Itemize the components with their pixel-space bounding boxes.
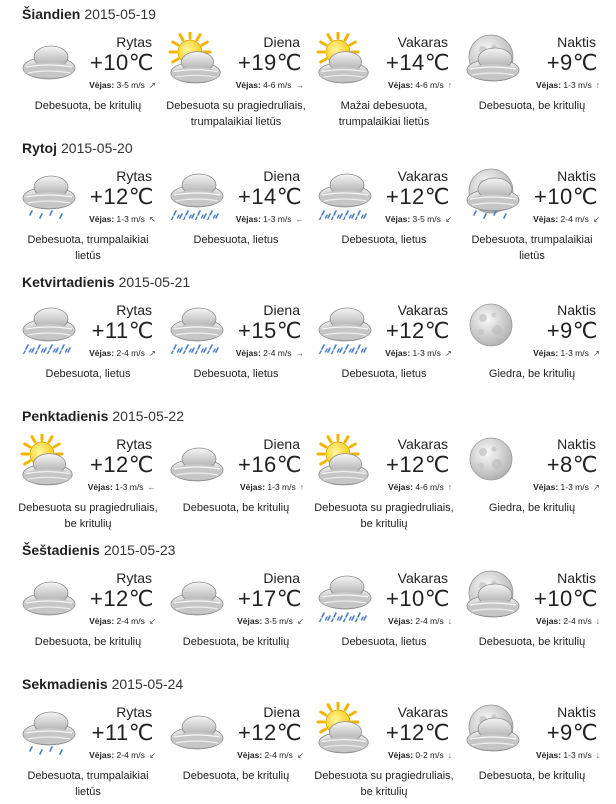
- wind-info: [89, 750, 156, 761]
- temperature: +12℃: [385, 452, 450, 477]
- forecast-period: [162, 430, 310, 536]
- temperature: +15℃: [237, 318, 302, 343]
- day-name: Ketvirtadienis: [22, 274, 115, 290]
- wind-speed: 0-2 m/s: [415, 750, 444, 760]
- temperature: +12℃: [385, 720, 450, 745]
- forecast-period: [458, 698, 606, 804]
- wind-direction-icon: ↑: [299, 482, 304, 492]
- wind-info: [388, 482, 452, 492]
- day-title: [22, 676, 183, 692]
- weather-description: Debesuota, be kritulių: [478, 636, 586, 648]
- day-date: 2015-05-20: [61, 140, 133, 156]
- forecast-period: [162, 28, 310, 134]
- wind-speed: 2-4 m/s: [415, 616, 444, 626]
- cloud-icon: [168, 568, 226, 622]
- forecast-period: [14, 430, 162, 536]
- wind-info: [388, 750, 452, 760]
- wind-label: Vėjas:: [535, 80, 562, 90]
- rain-cloud-icon: [20, 166, 78, 220]
- wind-info: [536, 80, 600, 90]
- wind-speed: 2-4 m/s: [560, 214, 589, 224]
- temperature: +12℃: [385, 184, 450, 209]
- wind-speed: 2-4 m/s: [263, 348, 292, 358]
- wind-speed: 4-6 m/s: [415, 482, 444, 492]
- wind-speed: 1-3 m/s: [115, 482, 144, 492]
- wind-direction-icon: ↙: [444, 214, 452, 224]
- weather-description: Debesuota, be kritulių: [34, 100, 142, 112]
- wind-label: Vėjas:: [235, 80, 261, 90]
- weather-description: Giedra, be kritulių: [488, 368, 576, 380]
- wind-direction-icon: ↑: [447, 80, 452, 90]
- wind-speed: 2-4 m/s: [264, 750, 293, 760]
- period-label: Vakaras: [397, 570, 448, 586]
- wind-label: Vėjas:: [533, 214, 559, 224]
- weather-description: Debesuota, be kritulių: [182, 502, 290, 514]
- wind-direction-icon: →: [295, 348, 304, 358]
- cloud-icon: [168, 434, 226, 488]
- wind-speed: 2-4 m/s: [563, 616, 592, 626]
- temperature: +10℃: [385, 586, 450, 611]
- heavy-rain-cloud-icon: [316, 166, 374, 220]
- wind-speed: 1-3 m/s: [116, 214, 145, 224]
- day-date: 2015-05-22: [112, 408, 184, 424]
- wind-direction-icon: ↙: [296, 750, 304, 760]
- weather-description: Debesuota, be kritulių: [478, 100, 586, 112]
- wind-info: [88, 482, 156, 492]
- period-label: Rytas: [116, 34, 152, 50]
- weather-description: Debesuota, be kritulių: [182, 636, 290, 648]
- wind-speed: 1-3 m/s: [560, 348, 589, 358]
- wind-direction-icon: ↙: [148, 750, 156, 760]
- wind-info: [236, 80, 304, 90]
- wind-label: Vėjas:: [237, 750, 263, 760]
- wind-label: Vėjas:: [387, 482, 414, 492]
- cloud-icon: [20, 568, 78, 622]
- temperature: +9℃: [546, 720, 598, 745]
- day-periods: [0, 296, 616, 402]
- day-title: [22, 140, 133, 156]
- temperature: +12℃: [385, 318, 450, 343]
- wind-label: Vėjas:: [89, 348, 115, 358]
- weather-description: Debesuota, be kritulių: [34, 636, 142, 648]
- wind-label: Vėjas:: [237, 616, 263, 626]
- wind-label: Vėjas:: [535, 616, 562, 626]
- wind-label: Vėjas:: [387, 750, 414, 760]
- wind-label: Vėjas:: [239, 482, 266, 492]
- cloud-icon: [168, 702, 226, 756]
- temperature: +9℃: [546, 50, 598, 75]
- temperature: +14℃: [237, 184, 302, 209]
- period-label: Rytas: [116, 570, 152, 586]
- day-section: [0, 268, 616, 402]
- wind-label: Vėjas:: [89, 214, 115, 224]
- wind-direction-icon: ←: [295, 214, 304, 224]
- wind-info: [240, 482, 304, 492]
- sun-cloud-icon: [168, 32, 226, 86]
- wind-speed: 3-5 m/s: [264, 616, 293, 626]
- wind-info: [89, 214, 156, 225]
- day-section: [0, 134, 616, 268]
- period-label: Vakaras: [397, 704, 448, 720]
- wind-direction-icon: ↙: [296, 616, 304, 626]
- wind-direction-icon: ↑: [595, 80, 600, 90]
- wind-info: [533, 214, 600, 225]
- temperature: +9℃: [546, 318, 598, 343]
- sun-cloud-icon: [20, 434, 78, 488]
- day-name: Penktadienis: [22, 408, 109, 424]
- day-title: [22, 6, 156, 22]
- wind-direction-icon: ↓: [595, 750, 600, 760]
- forecast-period: [14, 28, 162, 134]
- weather-description: Giedra, be kritulių: [488, 502, 576, 514]
- weather-description: Debesuota, trumpalaikiai lietūs: [27, 770, 149, 798]
- wind-direction-icon: ↗: [592, 482, 600, 492]
- wind-label: Vėjas:: [87, 482, 113, 492]
- period-label: Rytas: [116, 436, 152, 452]
- wind-info: [385, 214, 452, 225]
- wind-info: [89, 616, 156, 627]
- day-title: [22, 274, 190, 290]
- period-label: Naktis: [557, 436, 596, 452]
- period-label: Diena: [263, 34, 300, 50]
- wind-speed: 1-3 m/s: [263, 214, 292, 224]
- wind-label: Vėjas:: [533, 482, 559, 492]
- wind-speed: 3-5 m/s: [412, 214, 441, 224]
- forecast-period: [458, 162, 606, 268]
- forecast-period: [14, 296, 162, 402]
- weather-description: Debesuota, be kritulių: [182, 770, 290, 782]
- wind-direction-icon: ↙: [592, 214, 600, 224]
- rain-cloud-icon: [20, 702, 78, 756]
- wind-speed: 1-3 m/s: [563, 750, 592, 760]
- day-section: [0, 0, 616, 134]
- day-name: Šeštadienis: [22, 542, 100, 558]
- forecast-period: [162, 162, 310, 268]
- wind-speed: 2-4 m/s: [116, 348, 145, 358]
- wind-info: [388, 616, 452, 626]
- forecast-period: [458, 430, 606, 536]
- forecast-period: [458, 28, 606, 134]
- forecast-period: [14, 564, 162, 670]
- weather-description: Debesuota, trumpalaikiai lietūs: [27, 234, 149, 262]
- wind-direction-icon: ↓: [595, 616, 600, 626]
- forecast-period: [458, 296, 606, 402]
- temperature: +14℃: [385, 50, 450, 75]
- day-section: [0, 536, 616, 670]
- period-label: Rytas: [116, 168, 152, 184]
- wind-label: Vėjas:: [385, 214, 411, 224]
- wind-info: [533, 348, 600, 359]
- period-label: Naktis: [557, 704, 596, 720]
- period-label: Vakaras: [397, 436, 448, 452]
- wind-info: [89, 348, 156, 359]
- moon-cloud-icon: [464, 702, 522, 756]
- period-label: Diena: [263, 302, 300, 318]
- day-periods: [0, 564, 616, 670]
- temperature: +17℃: [237, 586, 302, 611]
- weather-description: Debesuota, lietus: [341, 368, 427, 380]
- forecast-period: [14, 162, 162, 268]
- wind-speed: 1-3 m/s: [412, 348, 441, 358]
- sun-cloud-icon: [316, 702, 374, 756]
- weather-description: Debesuota, lietus: [45, 368, 131, 380]
- day-periods: [0, 28, 616, 134]
- period-label: Rytas: [116, 302, 152, 318]
- weather-description: Debesuota, lietus: [341, 636, 427, 648]
- weather-description: Debesuota su pragiedruliais, be kritulių: [18, 502, 158, 530]
- moon-icon: [464, 434, 522, 488]
- wind-direction-icon: ↗: [148, 80, 156, 90]
- period-label: Diena: [263, 168, 300, 184]
- temperature: +12℃: [237, 720, 302, 745]
- temperature: +11℃: [91, 720, 154, 745]
- wind-info: [536, 616, 600, 626]
- heavy-rain-cloud-icon: [316, 568, 374, 622]
- wind-info: [533, 482, 600, 493]
- forecast-period: [162, 698, 310, 804]
- forecast-period: [310, 698, 458, 804]
- wind-direction-icon: ↓: [447, 750, 452, 760]
- day-periods: [0, 430, 616, 536]
- weather-description: Debesuota, lietus: [341, 234, 427, 246]
- temperature: +8℃: [546, 452, 598, 477]
- wind-label: Vėjas:: [89, 616, 115, 626]
- moon-icon: [464, 300, 522, 354]
- wind-speed: 4-6 m/s: [415, 80, 444, 90]
- day-periods: [0, 698, 616, 804]
- period-label: Diena: [263, 704, 300, 720]
- forecast-period: [310, 162, 458, 268]
- temperature: +12℃: [89, 586, 154, 611]
- weather-description: Debesuota su pragiedruliais, be kritulių: [314, 502, 454, 530]
- wind-label: Vėjas:: [535, 750, 562, 760]
- period-label: Vakaras: [397, 302, 448, 318]
- day-name: Šiandien: [22, 6, 81, 22]
- wind-info: [536, 750, 600, 760]
- wind-info: [385, 348, 452, 359]
- day-name: Rytoj: [22, 140, 57, 156]
- sun-cloud-icon: [316, 434, 374, 488]
- forecast-period: [310, 564, 458, 670]
- wind-speed: 1-3 m/s: [267, 482, 296, 492]
- weather-description: Debesuota, lietus: [193, 234, 279, 246]
- forecast-period: [310, 28, 458, 134]
- wind-speed: 1-3 m/s: [560, 482, 589, 492]
- wind-direction-icon: ↗: [148, 348, 156, 358]
- wind-info: [388, 80, 452, 90]
- weather-description: Debesuota, lietus: [193, 368, 279, 380]
- wind-direction-icon: ↙: [148, 616, 156, 626]
- period-label: Rytas: [116, 704, 152, 720]
- wind-speed: 1-3 m/s: [563, 80, 592, 90]
- moon-rain-cloud-icon: [464, 166, 522, 220]
- day-section: [0, 402, 616, 536]
- temperature: +10℃: [533, 586, 598, 611]
- heavy-rain-cloud-icon: [168, 300, 226, 354]
- period-label: Naktis: [557, 302, 596, 318]
- wind-info: [237, 616, 304, 627]
- temperature: +10℃: [533, 184, 598, 209]
- temperature: +12℃: [89, 184, 154, 209]
- temperature: +19℃: [237, 50, 302, 75]
- wind-speed: 4-6 m/s: [263, 80, 292, 90]
- wind-direction-icon: ←: [147, 482, 156, 492]
- temperature: +10℃: [89, 50, 154, 75]
- wind-label: Vėjas:: [385, 348, 411, 358]
- forecast-period: [458, 564, 606, 670]
- temperature: +16℃: [237, 452, 302, 477]
- wind-direction-icon: ↗: [444, 348, 452, 358]
- wind-info: [237, 750, 304, 761]
- day-section: [0, 670, 616, 804]
- wind-direction-icon: ↓: [447, 616, 452, 626]
- wind-label: Vėjas:: [89, 750, 115, 760]
- period-label: Vakaras: [397, 34, 448, 50]
- wind-direction-icon: →: [295, 80, 304, 90]
- day-date: 2015-05-19: [84, 6, 156, 22]
- period-label: Vakaras: [397, 168, 448, 184]
- forecast-period: [162, 564, 310, 670]
- period-label: Naktis: [557, 168, 596, 184]
- forecast-period: [310, 430, 458, 536]
- day-name: Sekmadienis: [22, 676, 108, 692]
- day-title: [22, 408, 184, 424]
- wind-label: Vėjas:: [235, 214, 261, 224]
- wind-label: Vėjas:: [235, 348, 261, 358]
- heavy-rain-cloud-icon: [20, 300, 78, 354]
- period-label: Diena: [263, 436, 300, 452]
- temperature: +11℃: [91, 318, 154, 343]
- wind-info: [236, 214, 304, 224]
- day-date: 2015-05-24: [111, 676, 184, 692]
- temperature: +12℃: [89, 452, 154, 477]
- period-label: Naktis: [557, 34, 596, 50]
- wind-label: Vėjas:: [89, 80, 115, 90]
- wind-info: [236, 348, 304, 358]
- wind-speed: 2-4 m/s: [116, 750, 145, 760]
- weather-description: Debesuota, be kritulių: [478, 770, 586, 782]
- wind-speed: 3-5 m/s: [116, 80, 145, 90]
- moon-cloud-icon: [464, 568, 522, 622]
- wind-label: Vėjas:: [387, 80, 414, 90]
- forecast-period: [310, 296, 458, 402]
- wind-direction-icon: ↖: [148, 214, 156, 224]
- wind-speed: 2-4 m/s: [116, 616, 145, 626]
- weather-description: Debesuota su pragiedruliais, trumpalaikiai lietūs: [166, 100, 306, 128]
- forecast-period: [14, 698, 162, 804]
- sun-cloud-icon: [316, 32, 374, 86]
- day-title: [22, 542, 175, 558]
- day-date: 2015-05-23: [103, 542, 176, 558]
- period-label: Diena: [263, 570, 300, 586]
- heavy-rain-cloud-icon: [316, 300, 374, 354]
- cloud-icon: [20, 32, 78, 86]
- heavy-rain-cloud-icon: [168, 166, 226, 220]
- wind-info: [89, 80, 156, 91]
- wind-direction-icon: ↑: [447, 482, 452, 492]
- day-date: 2015-05-21: [118, 274, 191, 290]
- weather-description: Mažai debesuota, trumpalaikiai lietūs: [338, 100, 430, 128]
- weather-description: Debesuota, trumpalaikiai lietūs: [471, 234, 593, 262]
- wind-label: Vėjas:: [387, 616, 414, 626]
- period-label: Naktis: [557, 570, 596, 586]
- moon-cloud-icon: [464, 32, 522, 86]
- day-periods: [0, 162, 616, 268]
- forecast-period: [162, 296, 310, 402]
- weather-description: Debesuota su pragiedruliais, be kritulių: [314, 770, 454, 798]
- wind-label: Vėjas:: [533, 348, 559, 358]
- wind-direction-icon: ↗: [592, 348, 600, 358]
